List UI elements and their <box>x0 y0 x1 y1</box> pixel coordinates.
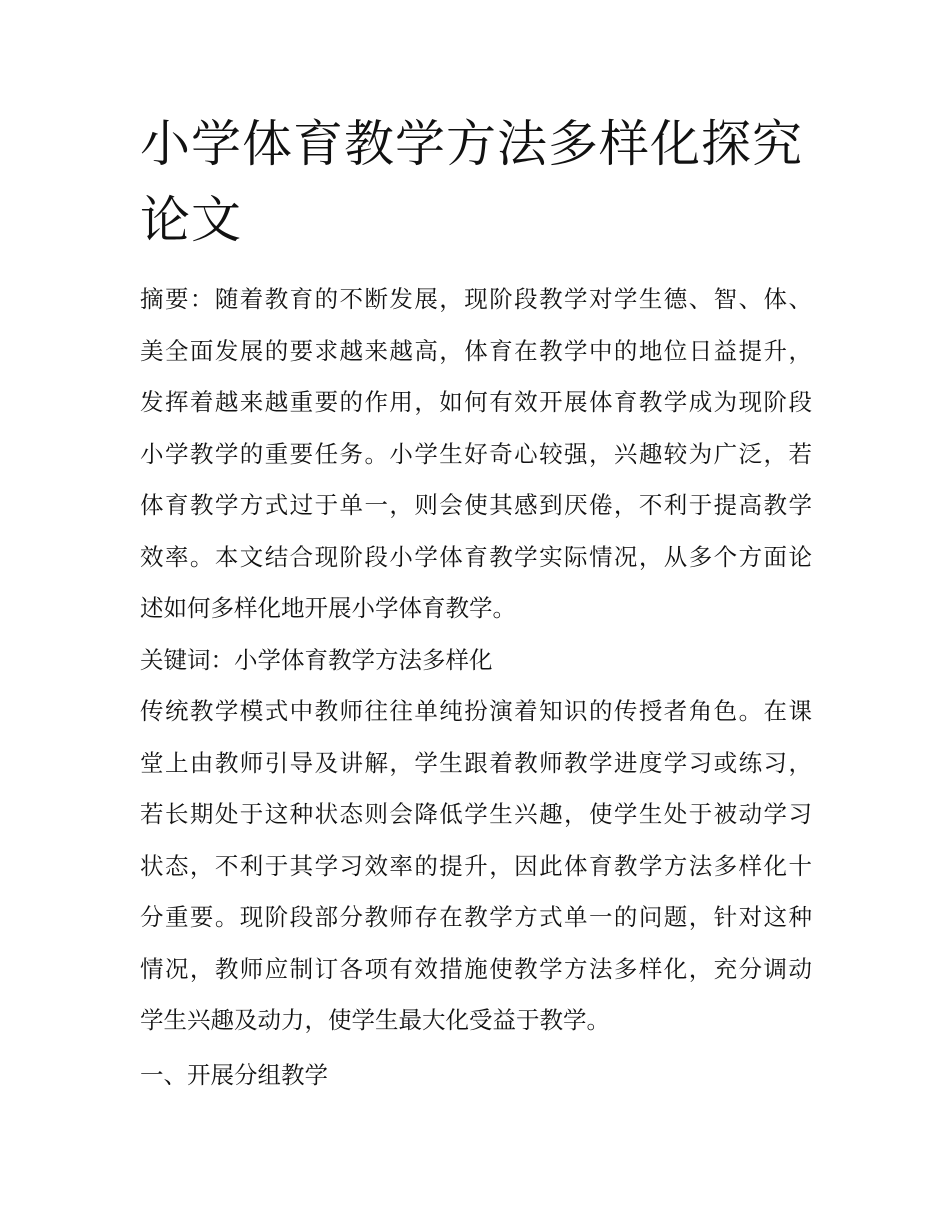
body-line: 堂上由教师引导及讲解，学生跟着教师教学进度学习或练习， <box>140 748 812 777</box>
abstract-line: 效率。本文结合现阶段小学体育教学实际情况，从多个方面论 <box>140 542 812 571</box>
abstract-line: 摘要：随着教育的不断发展，现阶段教学对学生德、智、体、 <box>140 285 812 313</box>
body-line: 状态，不利于其学习效率的提升，因此体育教学方法多样化十 <box>140 851 812 880</box>
title-line: 小学体育教学方法多样化探究 <box>140 115 803 173</box>
section-heading: 一、开展分组教学 <box>140 1060 328 1089</box>
abstract-line: 小学教学的重要任务。小学生好奇心较强，兴趣较为广泛，若 <box>140 439 812 468</box>
body-line: 分重要。现阶段部分教师存在教学方式单一的问题，针对这种 <box>140 903 812 931</box>
document-title <box>140 106 812 258</box>
body-paragraph <box>140 686 812 1047</box>
body-line: 传统教学模式中教师往往单纯扮演着知识的传授者角色。在课 <box>140 697 812 725</box>
body-line: 若长期处于这种状态则会降低学生兴趣，使学生处于被动学习 <box>140 800 812 828</box>
document-page <box>140 106 812 1101</box>
abstract-line: 述如何多样化地开展小学体育教学。 <box>140 594 516 622</box>
abstract-line: 体育教学方式过于单一，则会使其感到厌倦，不利于提高教学 <box>140 491 812 519</box>
title-line: 论文 <box>140 191 242 249</box>
abstract-line: 发挥着越来越重要的作用，如何有效开展体育教学成为现阶段 <box>140 388 812 416</box>
abstract-paragraph <box>140 274 812 635</box>
body-line: 情况，教师应制订各项有效措施使教学方法多样化，充分调动 <box>140 954 812 983</box>
body-line: 学生兴趣及动力，使学生最大化受益于教学。 <box>140 1006 610 1034</box>
abstract-line: 美全面发展的要求越来越高，体育在教学中的地位日益提升， <box>140 336 812 365</box>
keywords-line: 关键词：小学体育教学方法多样化 <box>140 645 493 674</box>
